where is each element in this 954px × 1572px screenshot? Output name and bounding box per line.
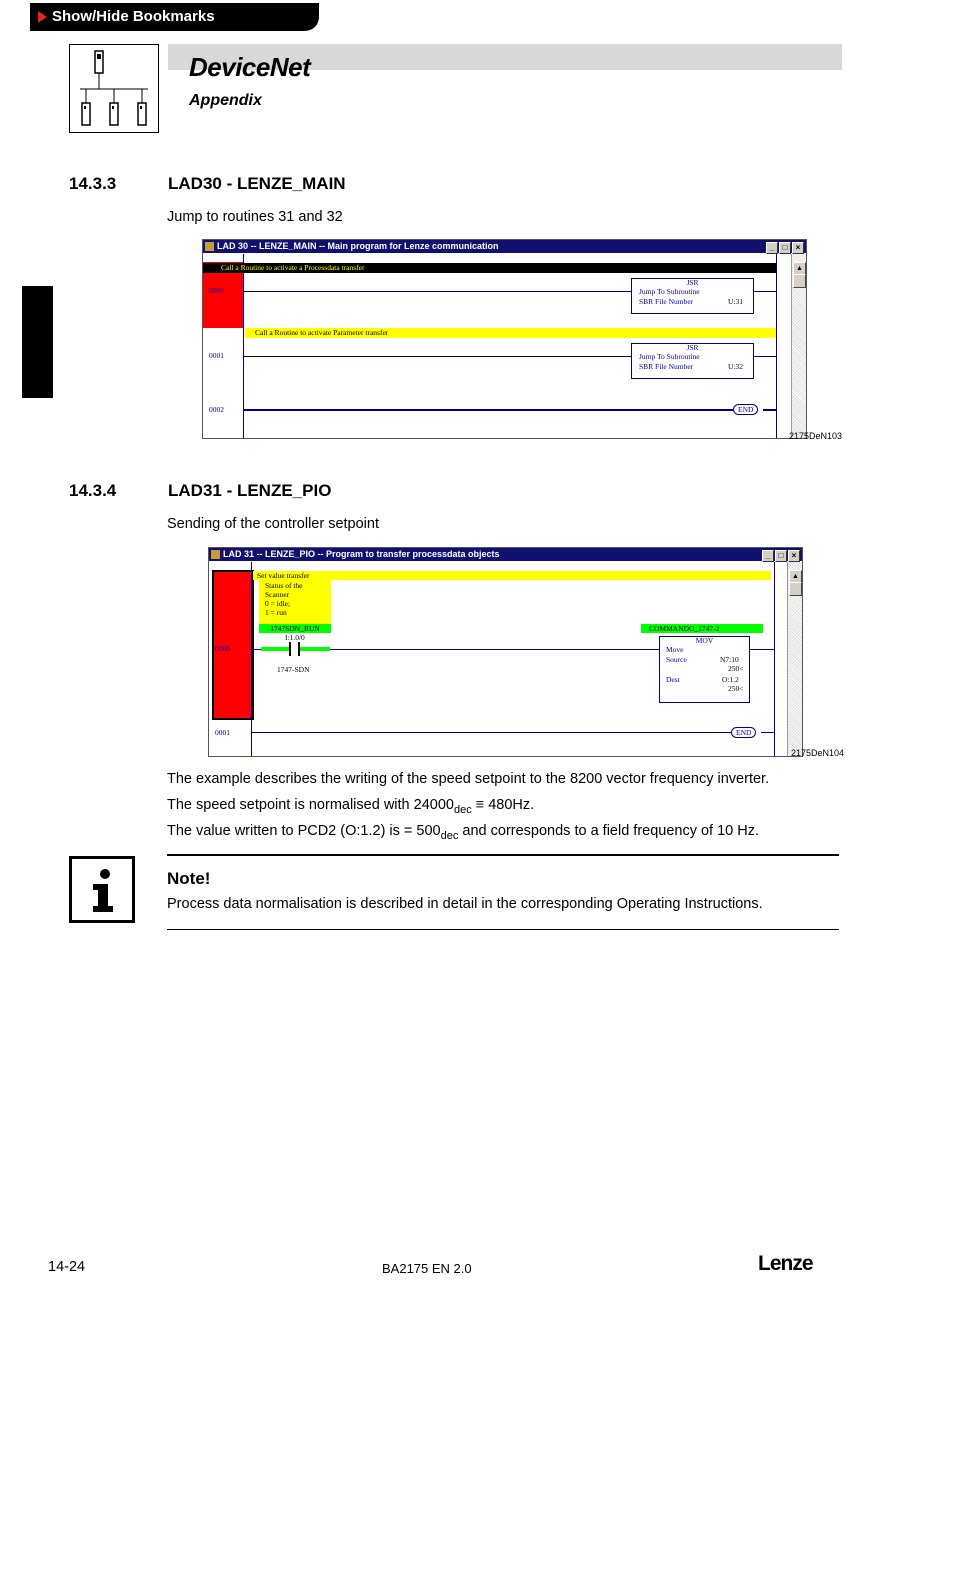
window-titlebar <box>209 548 802 561</box>
mov-dest-label: Dest <box>666 675 680 684</box>
rung-comment: Call a Routine to activate a Processdata transfer <box>203 263 776 273</box>
symbol-label: 1747SDN_RUN <box>259 624 331 633</box>
contact-left-bar <box>289 642 291 656</box>
description-line: Scanner <box>265 590 290 599</box>
jsr-param-label: SBR File Number <box>639 362 694 371</box>
paragraph <box>167 797 534 816</box>
vertical-scrollbar[interactable] <box>787 562 802 756</box>
divider <box>167 929 839 930</box>
contact-description: 1747-SDN <box>277 665 310 674</box>
scroll-thumb[interactable] <box>789 582 802 596</box>
mov-source-label: Source <box>666 655 687 664</box>
contact-address: I:1.0/0 <box>285 633 305 642</box>
figure-id: 2175DeN103 <box>789 431 843 441</box>
jsr-param-label: SBR File Number <box>639 297 694 306</box>
chapter-tab <box>22 286 53 398</box>
section-title: LAD31 - LENZE_PIO <box>168 481 332 500</box>
description-line: Status of the <box>265 581 303 590</box>
left-power-rail <box>251 562 252 756</box>
rung-line <box>753 291 776 292</box>
ladder-window-lad31[interactable] <box>208 547 803 757</box>
jsr-desc: Jump To Subroutine <box>639 287 700 296</box>
info-icon <box>69 856 135 923</box>
document-id: BA2175 EN 2.0 <box>382 1261 472 1276</box>
mov-instruction[interactable] <box>659 636 750 703</box>
right-power-rail <box>776 254 777 438</box>
brand-logo: Lenze <box>758 1252 813 1275</box>
vertical-scrollbar[interactable] <box>791 254 806 438</box>
bookmarks-label: Show/Hide Bookmarks <box>52 8 215 25</box>
paragraph-text: ≡ 480Hz. <box>471 797 535 813</box>
end-instruction: END <box>731 727 756 738</box>
scroll-thumb[interactable] <box>793 274 806 288</box>
description-block <box>259 580 331 624</box>
paragraph-text: The speed setpoint is normalised with 24000 <box>167 797 454 813</box>
jsr-instruction[interactable] <box>631 278 754 314</box>
triangle-right-icon <box>38 11 47 23</box>
subscript: dec <box>453 803 472 816</box>
scroll-up-icon[interactable]: ▲ <box>789 570 802 583</box>
rung-line <box>749 649 774 650</box>
page-number: 14-24 <box>48 1259 86 1275</box>
window-titlebar <box>203 240 806 253</box>
minimize-icon[interactable]: _ <box>766 242 778 254</box>
rung-number: 0000 <box>215 644 230 653</box>
jsr-param-value: U:31 <box>728 297 743 306</box>
section-number: 14.3.4 <box>69 481 117 500</box>
note-text: Process data normalisation is described in detail in the corresponding Operating Instructions. <box>167 896 763 912</box>
network-topology-icon <box>69 44 159 133</box>
paragraph-text: The value written to PCD2 (O:1.2) is = 500 <box>167 823 441 839</box>
divider <box>167 854 839 856</box>
close-icon[interactable]: × <box>788 550 800 562</box>
show-hide-bookmarks-button[interactable] <box>30 3 319 31</box>
window-title: LAD 30 -- LENZE_MAIN -- Main program for Lenze communication <box>217 241 499 251</box>
scroll-up-icon[interactable]: ▲ <box>793 262 806 275</box>
symbol-label: COMMANDO_1747-2 <box>641 624 763 633</box>
rung-line <box>243 291 631 292</box>
mov-source-value: N7:10 <box>720 655 739 664</box>
end-instruction: END <box>733 404 758 415</box>
figure-id: 2175DeN104 <box>791 748 845 758</box>
page-subtitle: Appendix <box>189 92 262 109</box>
rung-line <box>251 649 261 650</box>
rung-line <box>761 732 774 733</box>
rung-line <box>763 409 776 411</box>
jsr-header: JSR <box>686 278 699 287</box>
close-icon[interactable]: × <box>792 242 804 254</box>
window-title: LAD 31 -- LENZE_PIO -- Program to transfer processdata objects <box>223 549 500 559</box>
mov-dest-sub: 250< <box>728 684 744 693</box>
description-line: 1 = run <box>265 608 287 617</box>
section-intro: Jump to routines 31 and 32 <box>167 209 343 225</box>
paragraph <box>167 823 759 842</box>
jsr-param-value: U:32 <box>728 362 743 371</box>
energized-rung-segment <box>300 647 330 651</box>
paragraph: The example describes the writing of the speed setpoint to the 8200 vector frequency inverter. <box>167 771 770 787</box>
section-intro: Sending of the controller setpoint <box>167 516 379 532</box>
rung-comment: Set value transfer <box>253 571 771 580</box>
energized-rung-segment <box>261 647 289 651</box>
rung-line <box>251 732 731 733</box>
minimize-icon[interactable]: _ <box>762 550 774 562</box>
ladder-window-lad30[interactable] <box>202 239 807 439</box>
paragraph-text: and corresponds to a field frequency of 10 Hz. <box>458 823 760 839</box>
rung-number: 0001 <box>209 351 224 360</box>
rung-line <box>243 356 631 357</box>
mov-header: MOV <box>695 636 714 645</box>
section-number: 14.3.3 <box>69 174 117 193</box>
jsr-desc: Jump To Subroutine <box>639 352 700 361</box>
rung-line <box>243 409 733 411</box>
rung-line <box>330 649 659 650</box>
mov-title: Move <box>666 645 684 654</box>
jsr-instruction[interactable] <box>631 343 754 379</box>
mov-dest-value: O:1.2 <box>722 675 739 684</box>
maximize-icon[interactable]: □ <box>779 242 791 254</box>
app-icon <box>205 242 214 251</box>
right-power-rail <box>774 562 775 756</box>
note-heading: Note! <box>167 869 211 888</box>
rung-comment: Call a Routine to activate Parameter transfer <box>245 328 776 338</box>
jsr-header: JSR <box>686 343 699 352</box>
rung-number: 0001 <box>215 728 230 737</box>
rung-number: 0002 <box>209 405 224 414</box>
description-line: 0 = idle; <box>265 599 291 608</box>
mov-source-sub: 250< <box>728 664 744 673</box>
maximize-icon[interactable]: □ <box>775 550 787 562</box>
app-icon <box>211 550 220 559</box>
subscript: dec <box>440 829 459 842</box>
rung-line <box>753 356 776 357</box>
rung-number: 0000 <box>209 286 224 295</box>
section-title: LAD30 - LENZE_MAIN <box>168 174 346 193</box>
page-title: DeviceNet <box>189 52 311 82</box>
